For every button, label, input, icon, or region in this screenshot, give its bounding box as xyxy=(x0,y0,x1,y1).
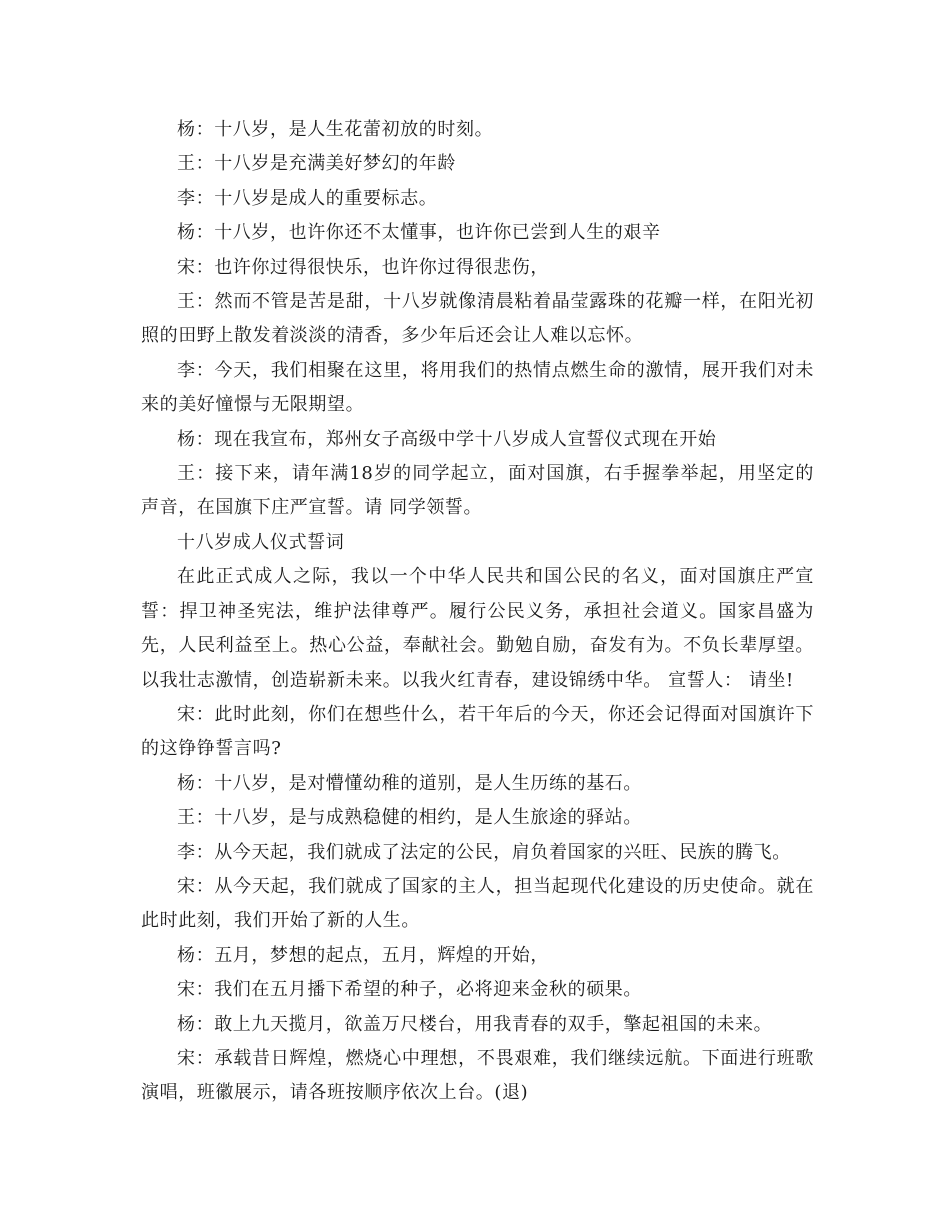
paragraph-line: 王：十八岁是充满美好梦幻的年龄 xyxy=(177,153,456,175)
paragraph-line: 宋：此时此刻，你们在想些什么，若干年后的今天，你还会记得面对国旗许下的这铮铮誓言吗? xyxy=(141,703,814,760)
paragraph-line: 杨：五月，梦想的起点，五月，辉煌的开始， xyxy=(177,944,549,966)
oath-title: 十八岁成人仪式誓词 xyxy=(177,531,345,553)
paragraph-line: 杨：现在我宣布，郑州女子高级中学十八岁成人宣誓仪式现在开始 xyxy=(177,428,717,450)
paragraph-line: 杨：十八岁，是对懵懂幼稚的道别，是人生历练的基石。 xyxy=(177,772,642,794)
document-body xyxy=(141,113,814,1111)
paragraph-line: 杨：十八岁，是人生花蕾初放的时刻。 xyxy=(177,119,494,140)
paragraph-line: 宋：从今天起，我们就成了国家的主人，担当起现代化建设的历史使命。就在此时此刻，我们开始了新的人生。 xyxy=(141,875,814,932)
paragraph-line: 宋：承载昔日辉煌，燃烧心中理想，不畏艰难，我们继续远航。下面进行班歌演唱，班徽展示，请各班按顺序依次上台。(退) xyxy=(141,1047,814,1104)
paragraph-line: 李：十八岁是成人的重要标志。 xyxy=(177,187,438,209)
paragraph-line: 宋：我们在五月播下希望的种子，必将迎来金秋的硕果。 xyxy=(177,979,642,1001)
paragraph-line: 王：接下来，请年满18岁的同学起立，面对国旗，右手握拳举起，用坚定的声音，在国旗下庄严宣誓。请 同学领誓。 xyxy=(141,463,814,519)
paragraph-line: 李：今天，我们相聚在这里，将用我们的热情点燃生命的激情，展开我们对未来的美好憧憬与无限期望。 xyxy=(141,359,814,416)
paragraph-line: 宋：也许你过得很快乐，也许你过得很悲伤， xyxy=(177,256,549,278)
paragraph-line: 杨：敢上九天揽月，欲盖万尺楼台，用我青春的双手，擎起祖国的未来。 xyxy=(177,1013,773,1035)
paragraph-line: 王：十八岁，是与成熟稳健的相约，是人生旅途的驿站。 xyxy=(177,807,642,829)
paragraph-line: 李：从今天起，我们就成了法定的公民，肩负着国家的兴旺、民族的腾飞。 xyxy=(177,841,791,863)
paragraph-line: 杨：十八岁，也许你还不太懂事，也许你已尝到人生的艰辛 xyxy=(177,222,661,244)
paragraph-line: 王：然而不管是苦是甜，十八岁就像清晨粘着晶莹露珠的花瓣一样，在阳光初照的田野上散发着淡淡的清香，多少年后还会让人难以忘怀。 xyxy=(141,291,814,347)
oath-text: 在此正式成人之际，我以一个中华人民共和国公民的名义，面对国旗庄严宣誓：捍卫神圣宪法，维护法律尊严。履行公民义务，承担社会道义。国家昌盛为先，人民利益至上。热心公益，奉献社会。勤勉自励，奋发有为。不负长辈厚望。以我壮志激情，创造崭新未来。以我火红青春，建设锦绣中华。 宣誓人： 请坐! xyxy=(141,566,814,691)
